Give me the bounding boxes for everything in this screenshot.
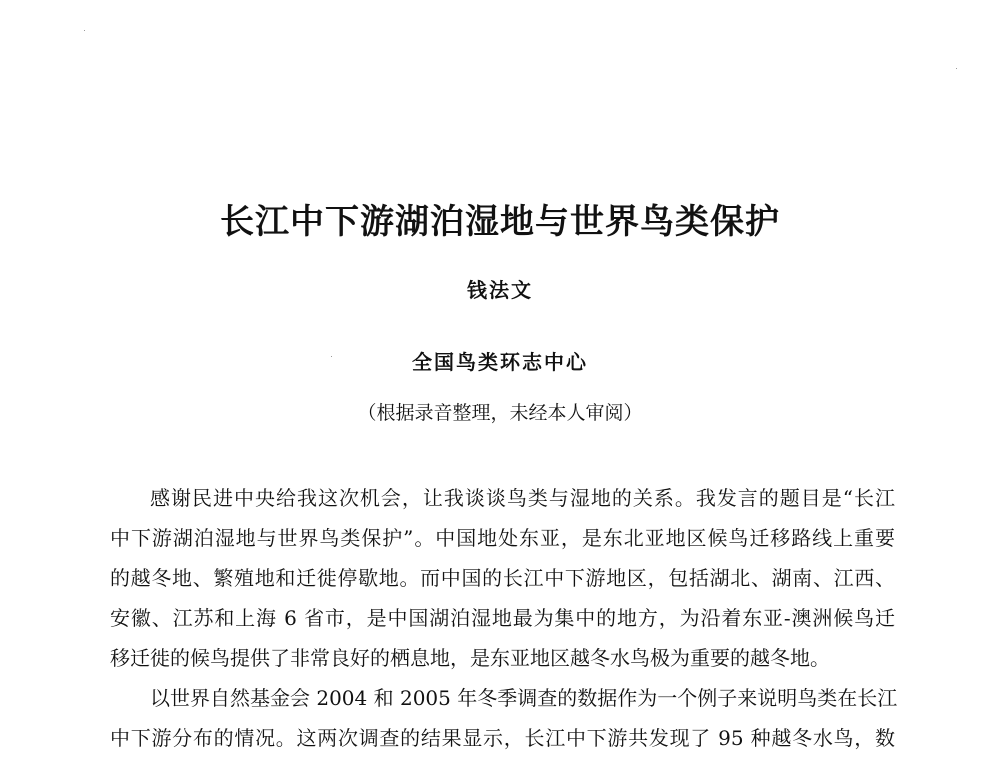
scan-speck — [956, 68, 957, 69]
text-line: 移迁徙的候鸟提供了非常良好的栖息地，是东亚地区越冬水鸟极为重要的越冬地。 — [110, 646, 830, 670]
author-name: 钱法文 — [467, 278, 533, 302]
text-line: 安徽、江苏和上海 6 省市，是中国湖泊湿地最为集中的地方，为沿着东亚-澳洲候鸟迁 — [110, 606, 895, 630]
text-line: 中下游分布的情况。这两次调查的结果显示，长江中下游共发现了 95 种越冬水鸟，数 — [110, 726, 895, 750]
text-line: 中下游湖泊湿地与世界鸟类保护”。中国地处东亚，是东北亚地区候鸟迁移路线上重要 — [110, 526, 895, 550]
text-line: 感谢民进中央给我这次机会，让我谈谈鸟类与湿地的关系。我发言的题目是“长江 — [150, 486, 895, 510]
body-text — [110, 478, 898, 758]
text-line: 的越冬地、繁殖地和迁徙停歇地。而中国的长江中下游地区，包括湖北、湖南、江西、 — [110, 566, 895, 590]
paragraph — [110, 678, 898, 758]
text-line: 以世界自然基金会 2004 和 2005 年冬季调查的数据作为一个例子来说明鸟类在长江 — [150, 686, 898, 710]
scan-speck — [84, 30, 85, 31]
document-title: 长江中下游湖泊湿地与世界鸟类保护 — [220, 202, 780, 242]
transcription-note: （根据录音整理，未经本人审阅） — [357, 402, 643, 424]
paragraph — [110, 478, 895, 678]
author-affiliation: 全国鸟类环志中心 — [412, 350, 588, 374]
